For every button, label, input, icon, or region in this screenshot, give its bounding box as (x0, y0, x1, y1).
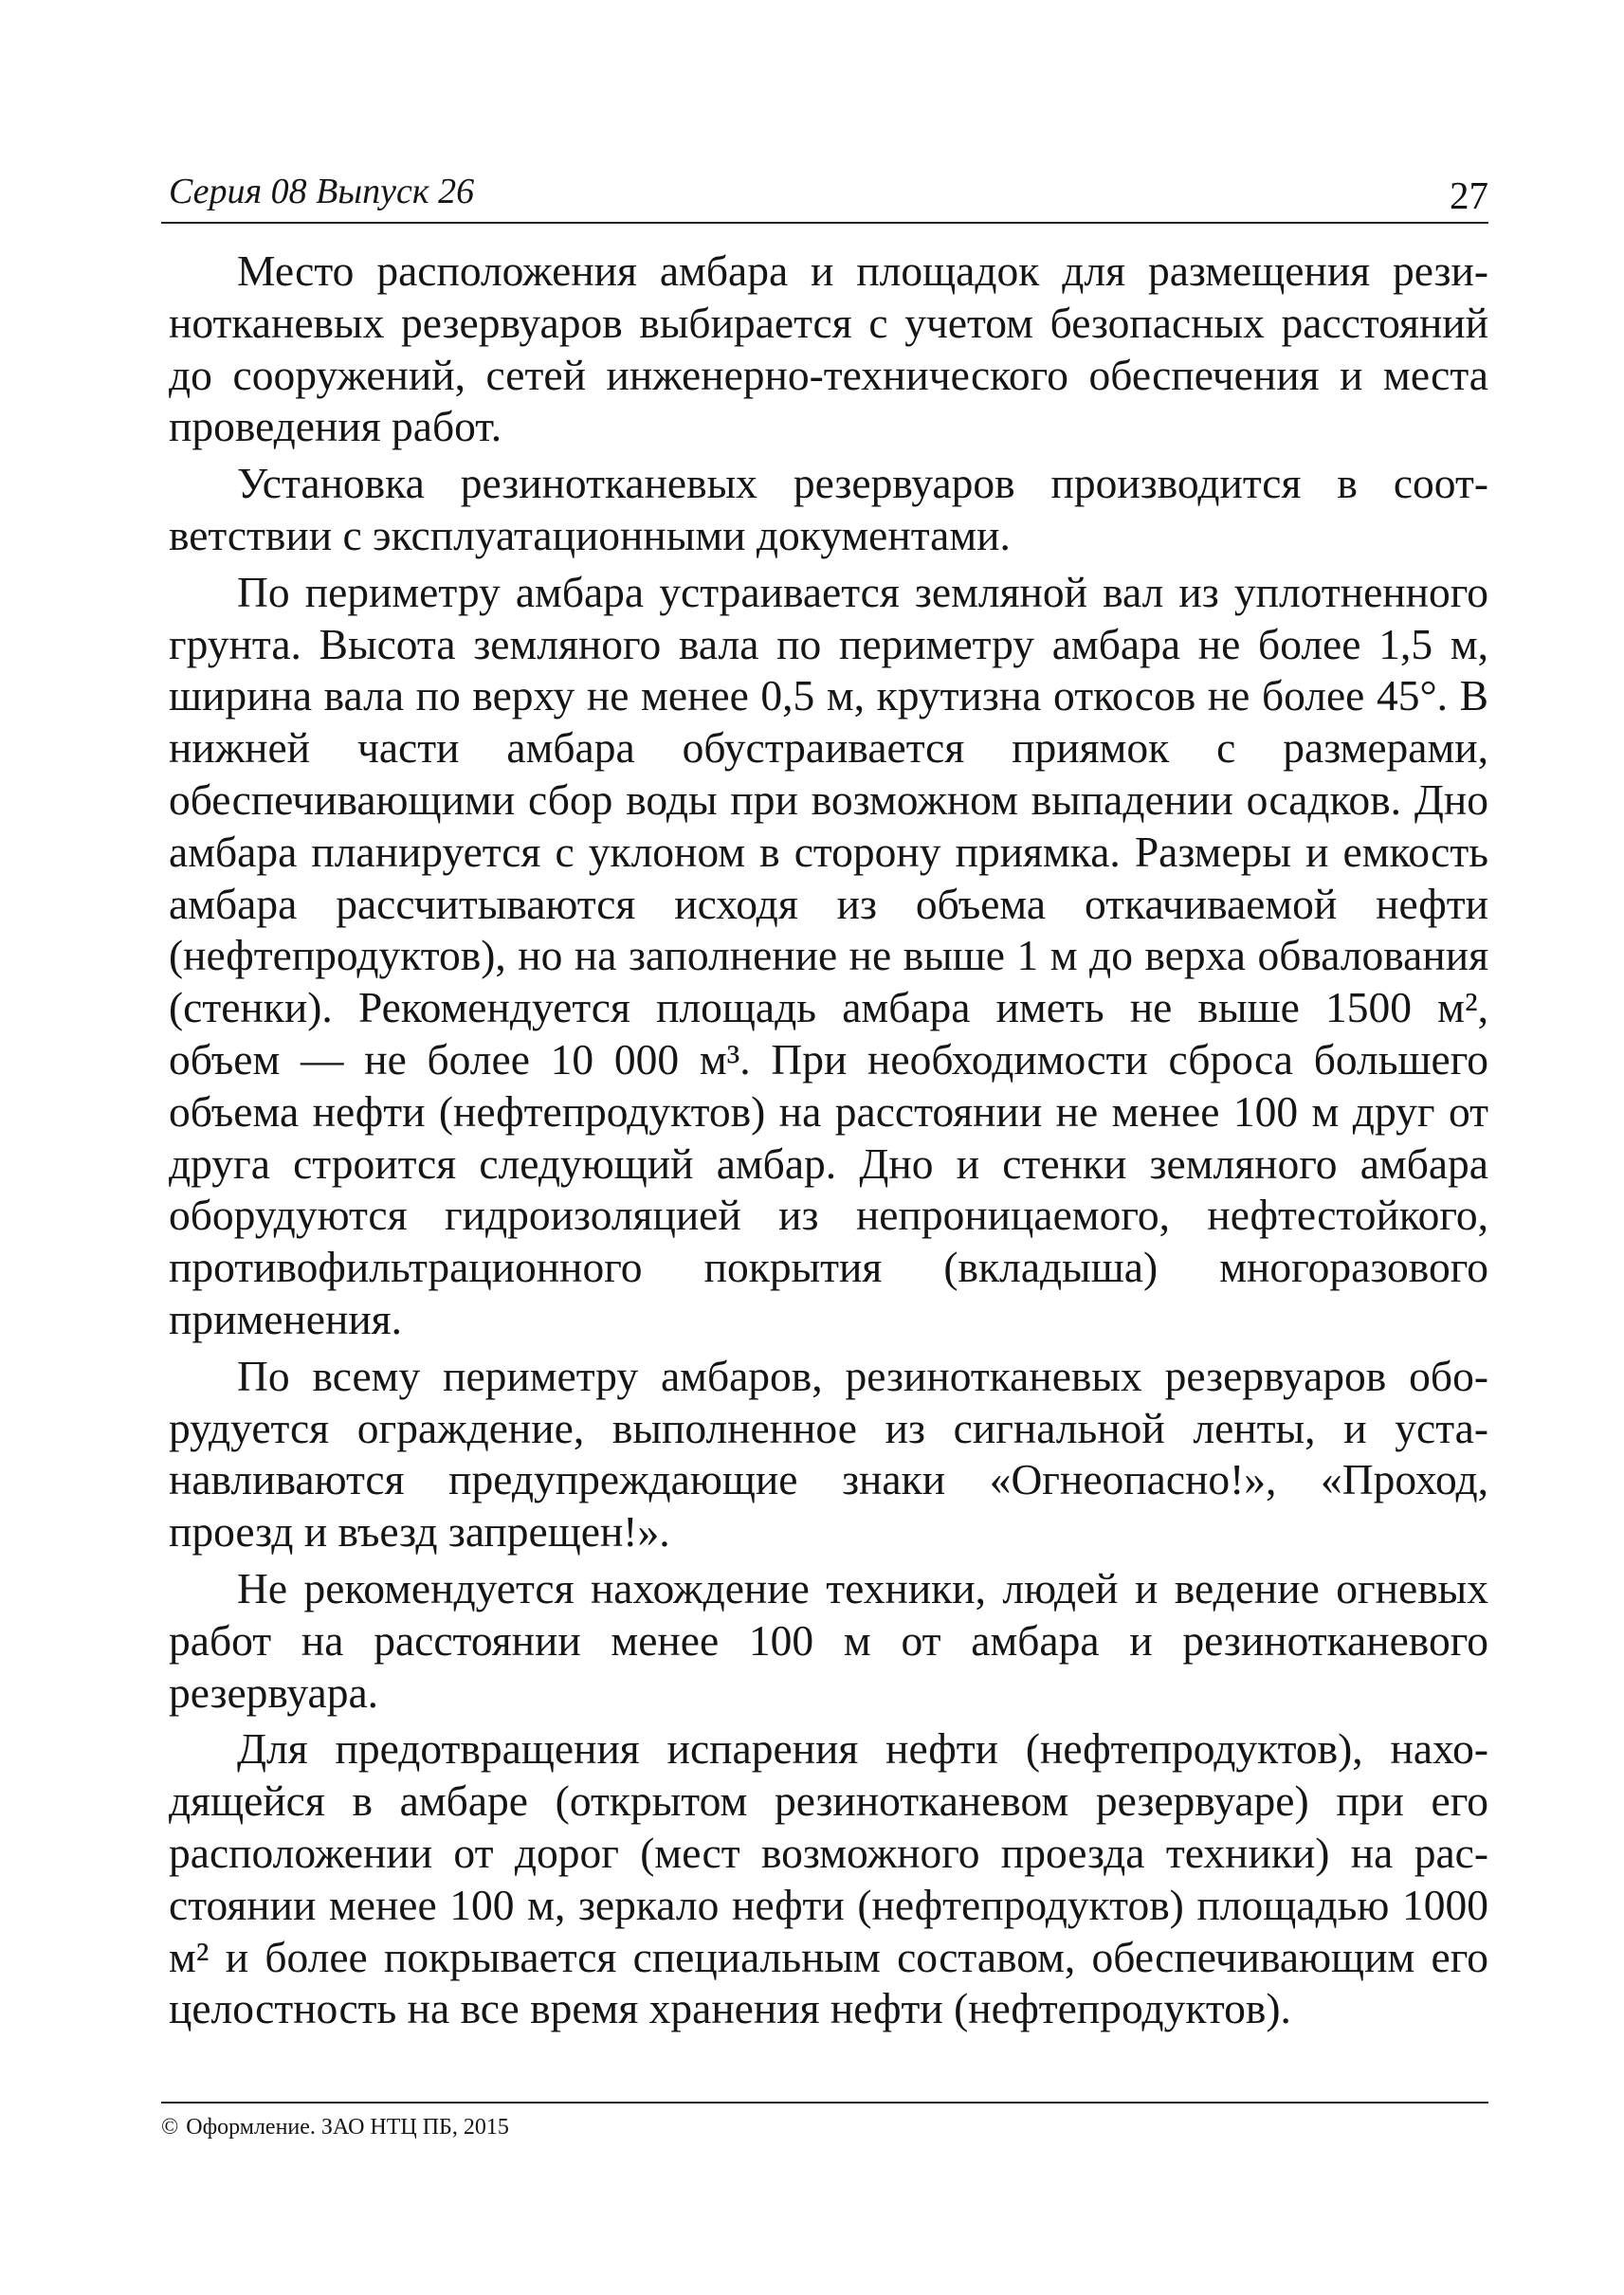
running-header (161, 163, 1488, 224)
paragraph: Место расположения амбара и площадок для размещения резинотканевых резервуаров выбирается с учетом безопасных расстояний до сооружений, сетей инженерно-технического обеспечения и места проведения работ. (169, 246, 1488, 451)
paragraph: По периметру амбара устраивается земляной вал из уплотненного грунта. Высота земляного вала по периметру амбара не более 1,5 м, ширина вала по верху не менее 0,5 м, крутизна откосов не более 45°. В нижней части амбара обустраивается приямок с размерами, обеспечивающими сбор воды при возможном выпадении осадков. Дно амбара планируется с уклоном в сторону приямка. Размеры и емкость амбара рассчитываются исходя из объема откачиваемой нефти (нефтепродуктов), но на заполнение не выше 1 м до верха обвалования (стенки). Рекомендуется площадь амбара иметь не выше 1500 м², объем — не более 10 000 м³. При необходимости сброса большего объема нефти (нефтепродуктов) на расстоянии не менее 100 м друг от друга строится следующий амбар. Дно и стенки земляного амбара оборудуются гидроизоляцией из непроницаемого, нефтестойкого, противофильтрационного покрытия (вкладыша) многоразового применения. (169, 567, 1488, 1343)
footer-text: Оформление. ЗАО НТЦ ПБ, 2015 (186, 2115, 509, 2140)
series-title: Серия 08 Выпуск 26 (169, 172, 475, 211)
paragraph: Для предотвращения испарения нефти (нефтепродуктов), находящейся в амбаре (открытом резинотканевом резервуаре) при его расположении от дорог (мест возможного проезда техники) на расстоянии менее 100 м, зеркало нефти (нефтепродуктов) площадью 1000 м² и более покрывается специальным составом, обеспечивающим его целостность на все время хранения нефти (нефтепродуктов). (169, 1724, 1488, 2033)
footer-copyright (161, 2102, 1488, 2141)
page-number: 27 (1450, 173, 1488, 217)
paragraph: Установка резинотканевых резервуаров производится в соответствии с эксплуатационными документами. (169, 459, 1488, 559)
paragraph: По всему периметру амбаров, резинотканевых резервуаров оборудуется ограждение, выполненное из сигнальной ленты, и устанавливаются предупреждающие знаки «Огнеопасно!», «Проход, проезд и въезд запрещен!». (169, 1351, 1488, 1557)
copyright-icon: © (161, 2115, 179, 2140)
body-text (169, 246, 1488, 2040)
paragraph: Не рекомендуется нахождение техники, людей и ведение огневых работ на расстоянии менее 100 м от амбара и резинотканевого резервуара. (169, 1563, 1488, 1717)
